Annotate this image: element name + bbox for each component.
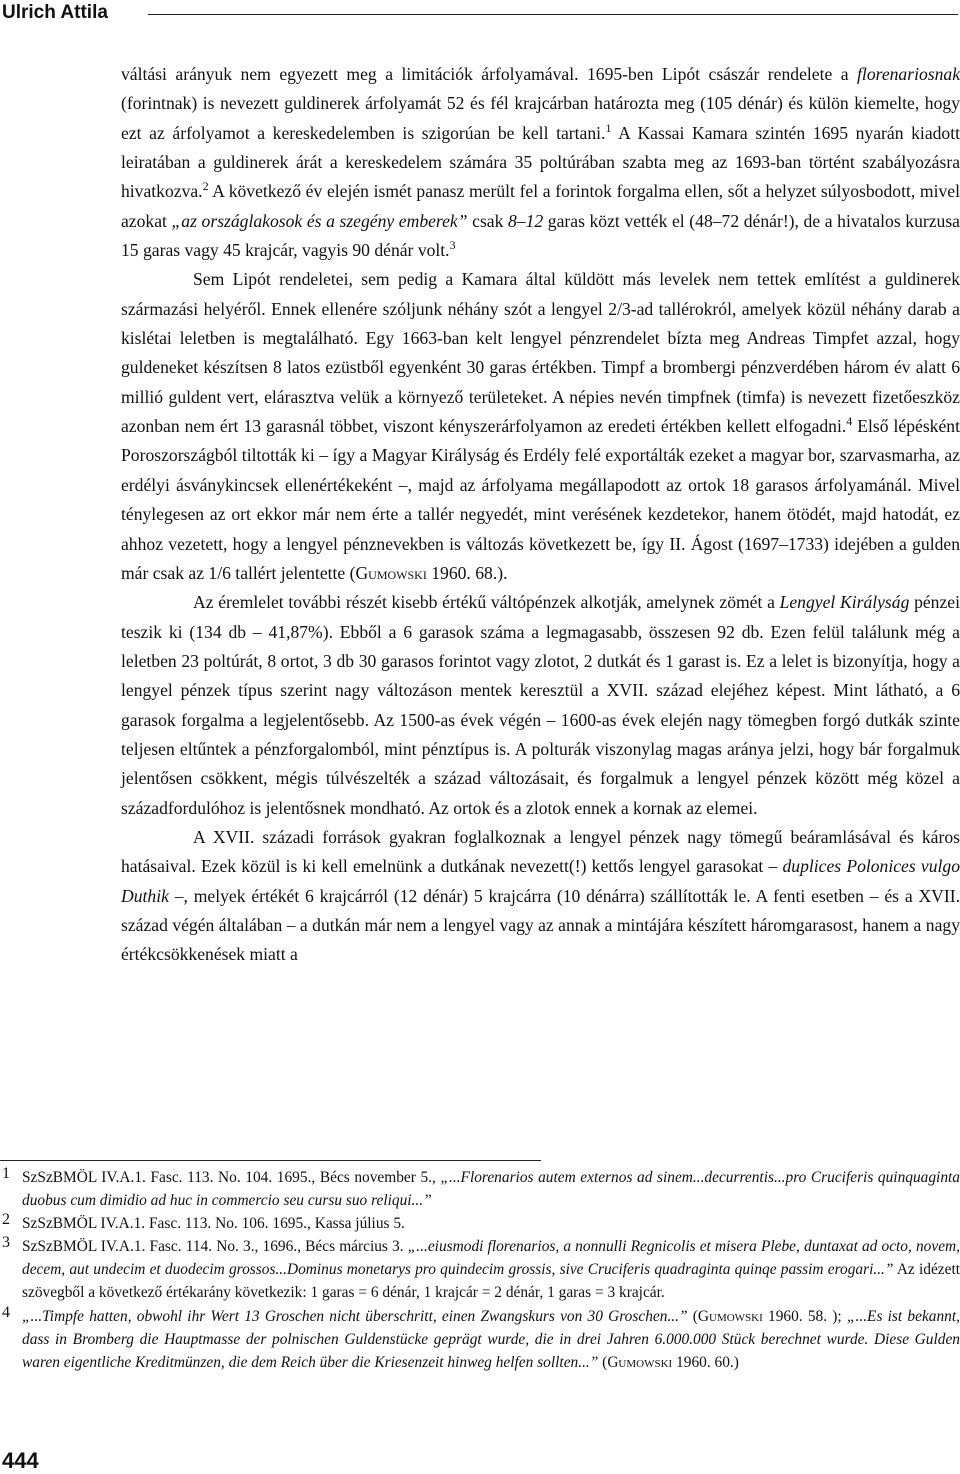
footnote-4: 4 „...Timpfe hatten, obwohl ihr Wert 13 Groschen nicht überschritt, einen Zwangskurs von 30 Groschen...” (Gumowski 1960. 58. ); „...Es ist bekannt, dass in Bromberg die Hauptmasse der polnischen Guldenstücke geprägt wurde, die in drei Jahren 6.000.000 Stück berechnet wurde. Diese Gulden waren eigentliche Kreditmünzen, die dem Reich über die Kriesenzeit hinweg helfen sollten...” (Gumowski 1960. 60.) bbox=[0, 1305, 960, 1374]
paragraph-1: váltási arányuk nem egyezett meg a limitációk árfolyamával. 1695-ben Lipót császár rendelete a florenariosnak (forintnak) is nevezett guldinerek árfolyamát 52 és fél krajcárban határozta meg (105 dénár) és külön kiemelte, hogy ezt az árfolyamot a kereskedelemben is szigorúan be kell tartani.$^1$ A Kassai Kamara szintén 1695 nyarán kiadott leiratában a guldinerek árát a kereskedelem számára 35 poltúrában szabta meg az 1693-ban történt szabályozásra hivatkozva.$^2$ A következő év elején ismét panasz merült fel a forintok forgalma ellen, sőt a helyzet súlyosbodott, mivel azokat „az országlakosok és a szegény emberek” csak 8–12 garas közt vették el (48–72 dénár!), de a hivatalos kurzusa 15 garas vagy 45 krajcár, vagyis 90 dénár volt.$^3$ bbox=[121, 64, 960, 261]
footnote-number: 1 bbox=[2, 1165, 10, 1182]
paragraph-2: Sem Lipót rendeletei, sem pedig a Kamara által küldött más levelek nem tettek említést a guldinerek származási helyéről. Ennek ellenére szóljunk néhány szót a lengyel 2/3-ad tallérokról, amelyek közül néhány darab a kislétai leletben is megtalálható. Egy 1663-ban kelt lengyel pénzrendelet bízta meg Andreas Timpfet azzal, hogy guldeneket készítsen 8 latos ezüstből egyenként 30 garas értékben. Timpf a brombergi pénzverdében három év alatt 6 millió guldent vert, elárasztva velük a környező területeket. A népies nevén timpfnek (timfa) is nevezett fizetőeszköz azonban nem ért 13 garasnál többet, viszont kényszerárfolyamon az eredeti értékben kellett elfogadni.$^4$ Első lépésként Poroszországból tiltották ki – így a Magyar Királyság és Erdély felé exportálták ezeket a magyar bor, szarvasmarha, az erdélyi ásványkincsek ellenértékeként –, majd az árfolyama megállapodott az ortok 18 garasos árfolyamánál. Mivel ténylegesen az ort ekkor már nem érte a tallér negyedét, mint verésének kezdetekor, hanem ötödét, majd hatodát, ez ahhoz vezetett, hogy a lengyel pénznevekben is változás következett be, így II. Ágost (1697–1733) idejében a gulden már csak az 1/6 tallért jelentette (Gumowski 1960. 68.). bbox=[121, 269, 960, 583]
footnote-number: 3 bbox=[2, 1234, 10, 1252]
footnote-2: 2 SzSzBMÖL IV.A.1. Fasc. 113. No. 106. 1695., Kassa július 5. bbox=[0, 1212, 960, 1235]
footnote-ref-4[interactable]: 4 bbox=[846, 414, 853, 429]
header-author: Ulrich Attila bbox=[2, 2, 108, 23]
main-text bbox=[121, 60, 960, 970]
footnote-number: 4 bbox=[2, 1303, 10, 1321]
footnote-ref-2[interactable]: 2 bbox=[202, 179, 209, 194]
footnote-ref-3[interactable]: 3 bbox=[449, 238, 456, 253]
footnote-ref-1[interactable]: 1 bbox=[605, 120, 612, 135]
citation-author: Gumowski bbox=[355, 562, 427, 583]
paragraph-3: Az éremlelet további részét kisebb értékű váltópénzek alkotják, amelynek zömét a Lengyel Királyság pénzei teszik ki (134 db – 41,87%). Ebből a 6 garasok száma a legmagasabb, összesen 92 db. Ezen felül találunk még a leletben 23 poltúrát, 8 ortot, 3 db 30 garasos forintot vagy zlotot, 2 dutkát és 1 garast is. Ez a lelet is bizonyítja, hogy a lengyel pénzek típus szerint nagy változáson mentek keresztül a XVII. század elejéhez képest. Mint látható, a 6 garasok forgalma a legjelentősebb. Az 1500-as évek végén – 1600-as évek elején nagy tömegben forgó dutkák szinte teljesen eltűntek a pénzforgalomból, mint pénztípus is. A polturák viszonylag magas aránya jelzi, hogy bár forgalmuk jelentősen csökkent, mégis túlvészelték a század változásait, és forgalmuk a lengyel pénzek között még közel a századfordulóhoz is jelentősnek mondható. Az ortok és a zlotok ennek a kornak az elemei. bbox=[121, 592, 960, 818]
page-number: 444 bbox=[2, 1448, 39, 1473]
footnote-3: 3 SzSzBMÖL IV.A.1. Fasc. 114. No. 3., 1696., Bécs március 3. „...eiusmodi florenarios, a nonnulli Regnicolis et misera Plebe, duntaxat ad octo, novem, decem, aut undecim et duodecim grossos...Dominus monetarys pro quindecim grossis, sive Cruciferis quadraginta quinqe passim erogari...” Az idézett szövegből a következő értékarány következik: 1 garas = 6 dénár, 1 krajcár = 2 dénár, 1 garas = 3 krajcár. bbox=[0, 1235, 960, 1304]
footnote-number: 2 bbox=[2, 1211, 10, 1229]
header-rule bbox=[148, 14, 958, 15]
paragraph-4: A XVII. századi források gyakran foglalkoznak a lengyel pénzek nagy tömegű beáramlásával és káros hatásaival. Ezek közül is ki kell emelnünk a dutkának nevezett(!) kettős lengyel garasokat – duplices Polonices vulgo Duthik –, melyek értékét 6 krajcárról (12 dénár) 5 krajcárra (10 dénárra) szállították le. A fenti esetben – és a XVII. század végén általában – a dutkán már nem a lengyel vagy az annak a mintájára készített háromgarasost, hanem a nagy értékcsökkenések miatt a bbox=[121, 826, 960, 965]
running-header bbox=[0, 0, 960, 36]
footnote-separator bbox=[0, 1160, 541, 1161]
footnote-1: 1 SzSzBMÖL IV.A.1. Fasc. 113. No. 104. 1695., Bécs november 5., „...Florenarios autem externos ad sinem...decurrentis...pro Cruciferis quinquaginta duobus cum dimidio ad huc in commercio seu cursu suo reliqui...” bbox=[0, 1166, 960, 1212]
footnotes bbox=[0, 1166, 960, 1374]
